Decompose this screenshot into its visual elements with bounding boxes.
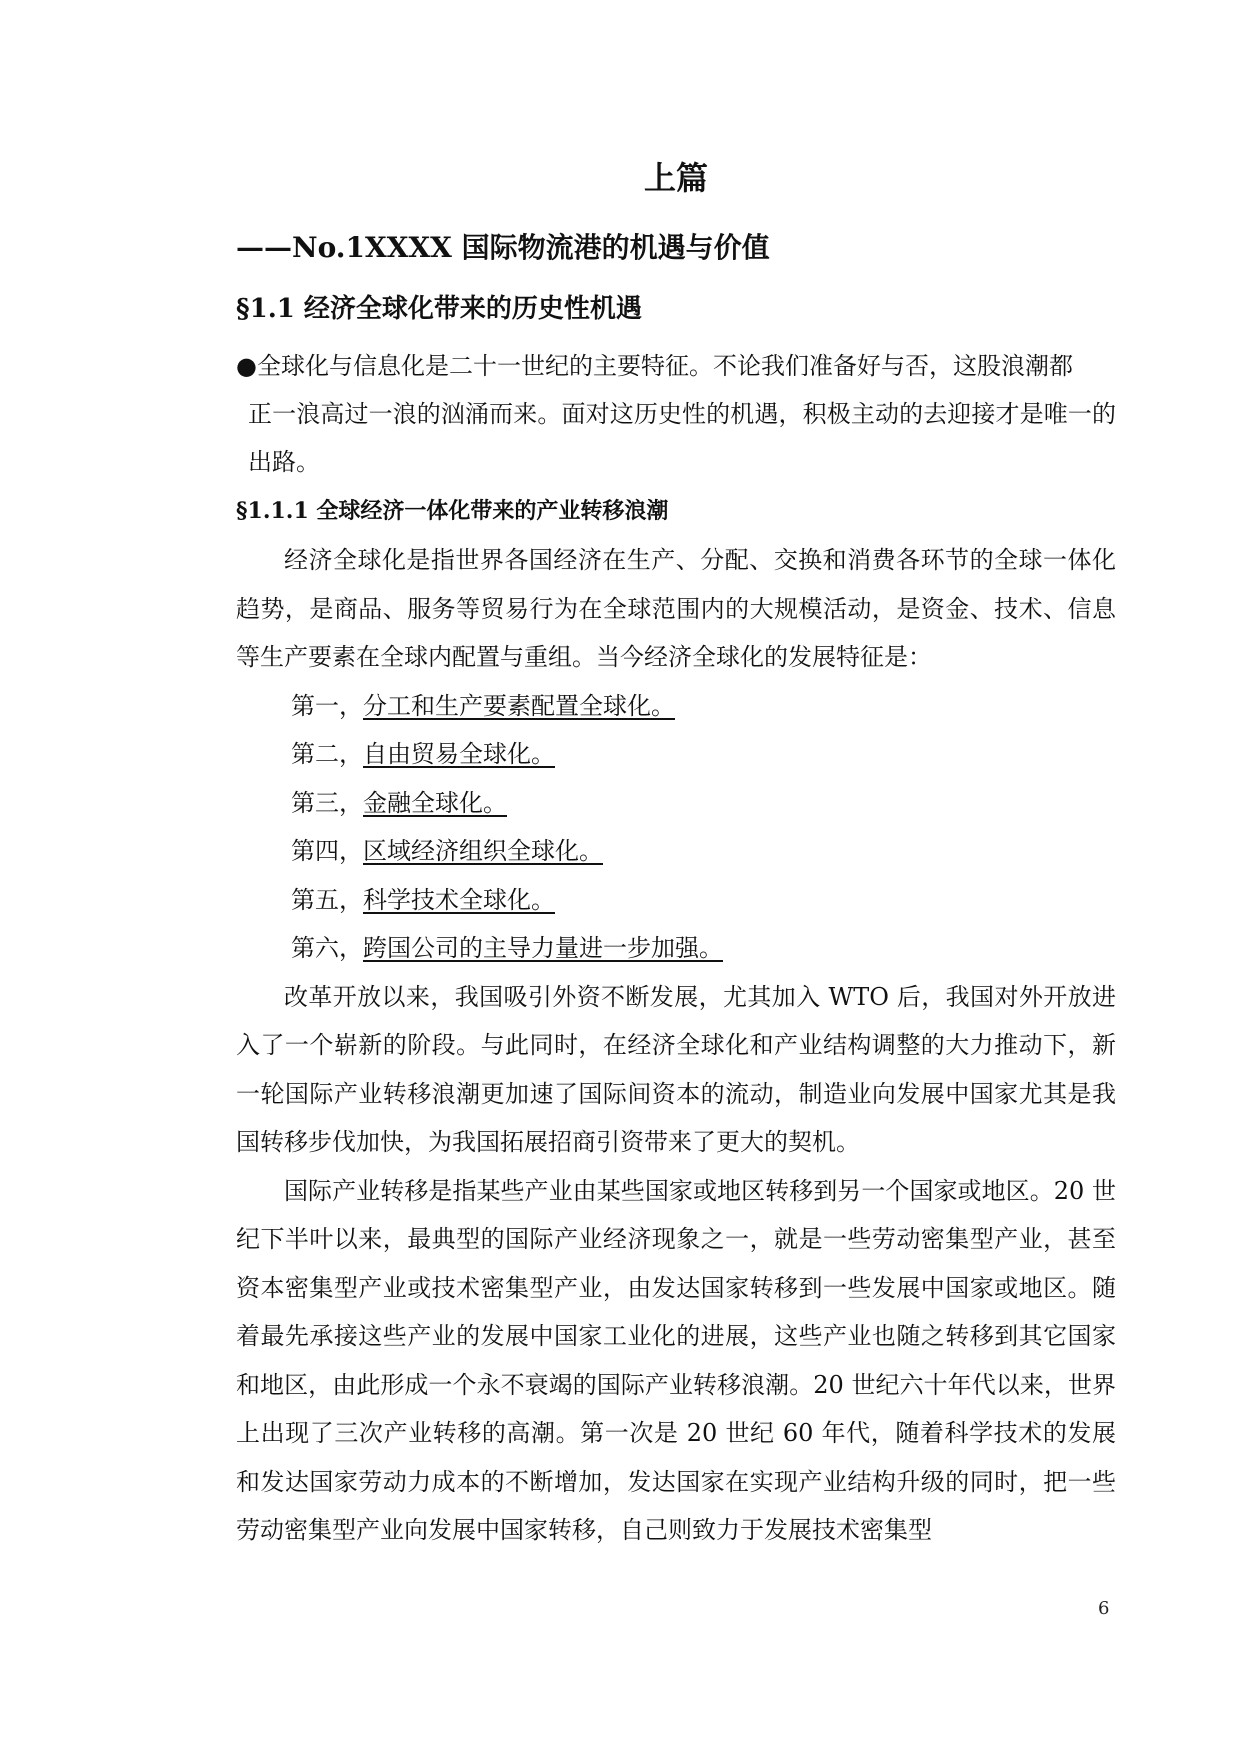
feature-item [236, 924, 1116, 973]
feature-text: 自由贸易全球化。 [363, 740, 555, 768]
feature-item [236, 876, 1116, 925]
feature-prefix: 第五， [291, 885, 363, 914]
bullet-first-line: 全球化与信息化是二十一世纪的主要特征。不论我们准备好与否，这股浪潮都 [256, 352, 1073, 380]
bullet-rest: 正一浪高过一浪的汹涌而来。面对这历史性的机遇，积极主动的去迎接才是唯一的出路。 [248, 400, 1116, 476]
feature-text: 分工和生产要素配置全球化。 [363, 691, 675, 720]
feature-item [236, 730, 1116, 779]
feature-item [236, 682, 1116, 731]
paragraph-industry-transfer: 国际产业转移是指某些产业由某些国家或地区转移到另一个国家或地区。20 世纪下半叶以来，最典型的国际产业经济现象之一，就是一些劳动密集型产业，甚至资本密集型产业或技术密集型产业，由发达国家转移到一些发展中国家或地区。随着最先承接这些产业的发展中国家工业化的进展，这些产业也随之转移到其它国家和地区，由此形成一个永不衰竭的国际产业转移浪潮。20 世纪六十年代以来，世界上出现了三次产业转移的高潮。第一次是 20 世纪 60 年代，随着科学技术的发展和发达国家劳动力成本的不断增加，发达国家在实现产业结构升级的同时，把一些劳动密集型产业向发展中国家转移，自己则致力于发展技术密集型 [236, 1176, 1116, 1544]
page-number: 6 [1098, 1598, 1110, 1619]
paragraph-globalization-definition: 经济全球化是指世界各国经济在生产、分配、交换和消费各环节的全球一体化趋势，是商品、服务等贸易行为在全球范围内的大规模活动，是资金、技术、信息等生产要素在全球内配置与重组。当今经济全球化的发展特征是： [236, 546, 1116, 671]
feature-text: 区域经济组织全球化。 [363, 837, 603, 865]
bullet-marker: ● [236, 352, 257, 380]
feature-prefix: 第二， [291, 740, 363, 768]
feature-prefix: 第一， [291, 691, 363, 720]
feature-item [236, 827, 1116, 876]
feature-prefix: 第四， [291, 837, 363, 865]
feature-prefix: 第六， [291, 934, 363, 962]
section-title: §1.1 经济全球化带来的历史性机遇 [236, 294, 642, 324]
feature-text: 跨国公司的主导力量进一步加强。 [363, 934, 723, 962]
feature-text: 科学技术全球化。 [363, 885, 555, 914]
page-content [236, 150, 1116, 1555]
chapter-title: ——No.1XXXX 国际物流港的机遇与价值 [236, 231, 770, 264]
bullet-paragraph [236, 342, 1116, 486]
subsection-title: §1.1.1 全球经济一体化带来的产业转移浪潮 [236, 498, 669, 524]
feature-prefix: 第三， [291, 788, 363, 817]
part-title: 上篇 [643, 159, 708, 197]
paragraph-china-opening: 改革开放以来，我国吸引外资不断发展，尤其加入 WTO 后，我国对外开放进入了一个崭新的阶段。与此同时，在经济全球化和产业结构调整的大力推动下，新一轮国际产业转移浪潮更加速了国际间资本的流动，制造业向发展中国家尤其是我国转移步伐加快，为我国拓展招商引资带来了更大的契机。 [236, 982, 1116, 1156]
feature-text: 金融全球化。 [363, 788, 507, 817]
feature-item [236, 779, 1116, 828]
